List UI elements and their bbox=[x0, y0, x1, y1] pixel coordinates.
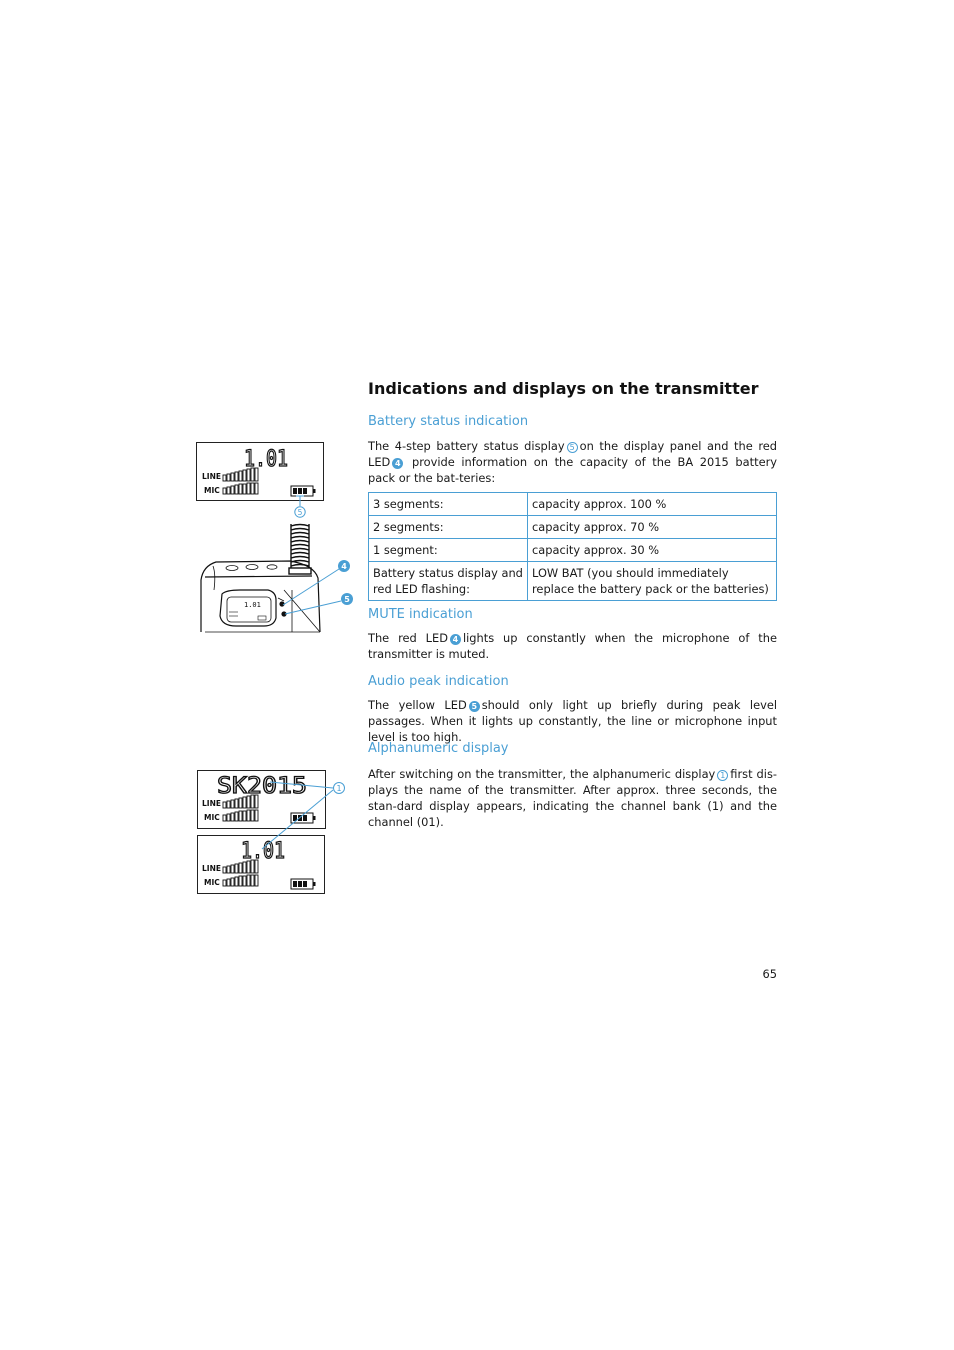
lcd-display-top bbox=[197, 443, 324, 501]
alnum-text-a: After switching on the transmitter, the alphanumeric display bbox=[368, 767, 716, 781]
battery-text-b: on the display panel and the red LED bbox=[368, 439, 778, 469]
lcd-mic-label: MIC bbox=[204, 813, 220, 822]
svg-text:1.01: 1.01 bbox=[244, 601, 261, 609]
lcd-name-text: SK2015 bbox=[217, 774, 307, 799]
ref-5-outline-icon: 5 bbox=[567, 442, 578, 453]
mute-text-a: The red LED bbox=[368, 631, 448, 645]
mute-section-title: MUTE indication bbox=[368, 607, 473, 622]
lcd-line-label: LINE bbox=[202, 799, 221, 808]
callout-5-filled: 5 bbox=[344, 595, 350, 604]
lcd-display-name bbox=[198, 771, 326, 829]
callout-4-filled: 4 bbox=[341, 562, 347, 571]
table-cell: LOW BAT (you should immediately replace the battery pack or the batteries) bbox=[528, 562, 777, 601]
ref-4-filled-icon: 4 bbox=[450, 634, 461, 645]
ref-5-filled-icon: 5 bbox=[469, 701, 480, 712]
battery-section-title: Battery status indication bbox=[368, 414, 529, 429]
table-cell: 1 segment: bbox=[369, 539, 528, 562]
table-cell: 2 segments: bbox=[369, 516, 528, 539]
lcd-line-label: LINE bbox=[202, 472, 221, 481]
lcd-mic-label: MIC bbox=[204, 486, 220, 495]
table-cell: capacity approx. 100 % bbox=[528, 493, 777, 516]
alnum-text-b: first dis-plays the name of the transmitter. After approx. three seconds, the stan-dard display appears, indicating the channel bank (1) and the channel (01). bbox=[368, 767, 777, 829]
table-cell: capacity approx. 70 % bbox=[528, 516, 777, 539]
lcd-mic-label: MIC bbox=[204, 878, 220, 887]
lcd-display-standard bbox=[198, 836, 325, 894]
table-cell: 3 segments: bbox=[369, 493, 528, 516]
battery-text-c: provide information on the capacity of the BA 2015 battery pack or the bat-teries: bbox=[368, 455, 777, 485]
alnum-section-title: Alphanumeric display bbox=[368, 741, 509, 756]
callout-5-outline: 5 bbox=[297, 508, 303, 517]
peak-text-b: should only light up briefly during peak level passages. When it lights up constantly, the line or microphone input level is too high. bbox=[368, 698, 777, 744]
table-cell: Battery status display and red LED flashing: bbox=[369, 562, 528, 601]
lcd-channel-text: 1.01 bbox=[241, 839, 285, 864]
battery-text-a: The 4-step battery status display bbox=[368, 439, 565, 453]
ref-4-filled-icon: 4 bbox=[392, 458, 403, 469]
peak-text-a: The yellow LED bbox=[368, 698, 467, 712]
ref-1-outline-icon: 1 bbox=[717, 770, 728, 781]
page-number: 65 bbox=[762, 967, 777, 981]
table-cell: capacity approx. 30 % bbox=[528, 539, 777, 562]
page-heading: Indications and displays on the transmitter bbox=[368, 379, 759, 398]
peak-section-title: Audio peak indication bbox=[368, 674, 509, 689]
callout-1-outline: 1 bbox=[336, 784, 342, 793]
lcd-line-label: LINE bbox=[202, 864, 221, 873]
mute-text-b: lights up constantly when the microphone of the transmitter is muted. bbox=[368, 631, 777, 661]
lcd-channel-text: 1.01 bbox=[244, 447, 288, 472]
